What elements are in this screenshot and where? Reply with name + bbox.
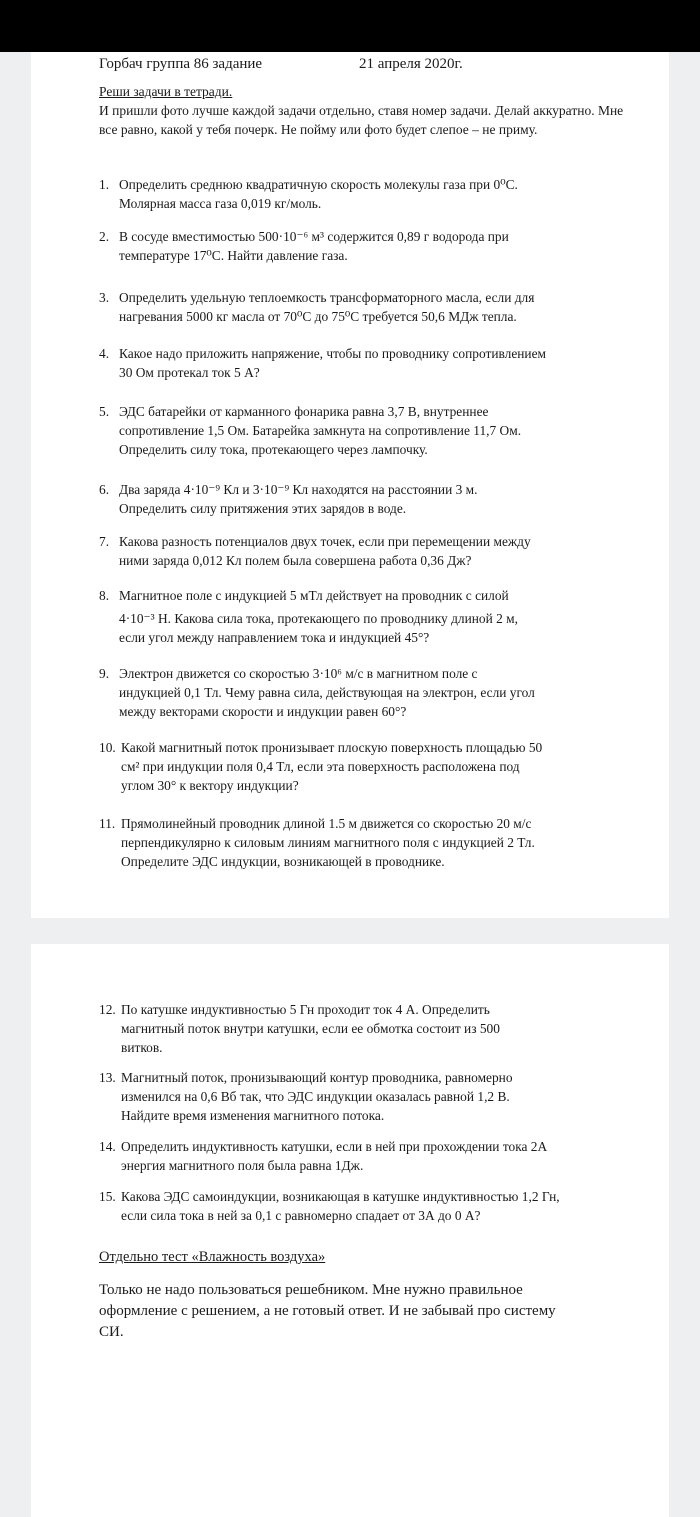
- task-line: если сила тока в ней за 0,1 с равномерно спадает от 3А до 0 А?: [121, 1208, 481, 1223]
- task-line: если угол между направлением тока и индукцией 45°?: [119, 630, 430, 645]
- task-line: нагревания 5000 кг масла от 70⁰С до 75⁰С требуется 50,6 МДж тепла.: [119, 309, 517, 324]
- task-number: 5.: [99, 404, 110, 419]
- task-3: [99, 288, 599, 326]
- task-line: В сосуде вместимостью 500·10⁻⁶ м³ содержится 0,89 г водорода при: [119, 229, 509, 244]
- task-line: 4·10⁻³ Н. Какова сила тока, протекающего по проводнику длиной 2 м,: [119, 611, 518, 626]
- task-number: 6.: [99, 482, 110, 497]
- instructions: [99, 82, 639, 139]
- task-5: [99, 402, 599, 459]
- task-line: Магнитное поле с индукцией 5 мТл действует на проводник с силой: [119, 588, 509, 603]
- task-number: 4.: [99, 346, 110, 361]
- task-number: 13.: [99, 1070, 116, 1085]
- task-number: 8.: [99, 588, 110, 603]
- closing-note: Только не надо пользоваться решебником. Мне нужно правильное оформление с решением, а не готовый ответ. И не забывай про систему СИ.: [99, 1282, 556, 1340]
- task-line: ЭДС батарейки от карманного фонарика равна 3,7 В, внутреннее: [119, 404, 489, 419]
- task-line: магнитный поток внутри катушки, если ее обмотка состоит из 500: [121, 1021, 500, 1036]
- instructions-heading: Реши задачи в тетради.: [99, 84, 233, 99]
- task-number: 1.: [99, 177, 110, 192]
- task-number: 11.: [99, 816, 116, 831]
- task-line: По катушке индуктивностью 5 Гн проходит ток 4 А. Определить: [121, 1002, 490, 1017]
- task-7: [99, 532, 599, 570]
- task-line: Определить индуктивность катушки, если в ней при прохождении тока 2А: [121, 1139, 548, 1154]
- task-number: 10.: [99, 740, 116, 755]
- task-line: Определите ЭДС индукции, возникающей в проводнике.: [121, 854, 445, 869]
- document-page-2: [31, 944, 669, 1517]
- task-4: [99, 344, 599, 382]
- task-number: 3.: [99, 290, 110, 305]
- task-line: температуре 17⁰С. Найти давление газа.: [119, 248, 348, 263]
- task-line: углом 30° к вектору индукции?: [121, 778, 299, 793]
- header-title: Горбач группа 86 задание: [99, 56, 263, 72]
- task-line: Определить силу притяжения этих зарядов в воде.: [119, 501, 407, 516]
- task-line: индукцией 0,1 Тл. Чему равна сила, действующая на электрон, если угол: [119, 685, 535, 700]
- task-line: см² при индукции поля 0,4 Тл, если эта поверхность расположена под: [121, 759, 520, 774]
- task-line: Определить силу тока, протекающего через лампочку.: [119, 442, 428, 457]
- task-line: Какой магнитный поток пронизывает плоскую поверхность площадью 50: [121, 740, 543, 755]
- task-line: сопротивление 1,5 Ом. Батарейка замкнута на сопротивление 11,7 Ом.: [119, 423, 522, 438]
- task-15: [99, 1187, 599, 1225]
- task-10: [99, 738, 599, 795]
- task-6: [99, 480, 599, 518]
- task-line: Какова разность потенциалов двух точек, если при перемещении между: [119, 534, 531, 549]
- task-14: [99, 1137, 599, 1175]
- header-date: 21 апреля 2020г.: [359, 56, 463, 72]
- task-line: Определить среднюю квадратичную скорость молекулы газа при 0⁰С.: [119, 177, 518, 192]
- task-number: 7.: [99, 534, 110, 549]
- task-line: изменился на 0,6 Вб так, что ЭДС индукции оказалась равной 1,2 В.: [121, 1089, 510, 1104]
- task-line: 30 Ом протекал ток 5 А?: [119, 365, 260, 380]
- task-line: ними заряда 0,012 Кл полем была совершена работа 0,36 Дж?: [119, 553, 472, 568]
- task-number: 2.: [99, 229, 110, 244]
- task-line: Два заряда 4·10⁻⁹ Кл и 3·10⁻⁹ Кл находятся на расстоянии 3 м.: [119, 482, 478, 497]
- task-number: 9.: [99, 666, 110, 681]
- task-line: между векторами скорости и индукции равен 60°?: [119, 704, 407, 719]
- document-page-1: [31, 52, 669, 918]
- task-line: перпендикулярно к силовым линиям магнитного поля с индукцией 2 Тл.: [121, 835, 535, 850]
- task-number: 14.: [99, 1139, 116, 1154]
- task-1: [99, 175, 599, 213]
- task-8: [99, 586, 599, 647]
- test-title: Отдельно тест «Влажность воздуха»: [99, 1249, 326, 1265]
- task-line: Прямолинейный проводник длиной 1.5 м движется со скоростью 20 м/с: [121, 816, 532, 831]
- task-line: энергия магнитного поля была равна 1Дж.: [121, 1158, 364, 1173]
- task-12: [99, 1000, 599, 1057]
- instructions-text: И пришли фото лучше каждой задачи отдельно, ставя номер задачи. Делай аккуратно. Мне все равно, какой у тебя почерк. Не пойму или фото будет слепое – не приму.: [99, 103, 624, 137]
- task-number: 15.: [99, 1189, 116, 1204]
- task-11: [99, 814, 599, 871]
- task-9: [99, 664, 599, 721]
- task-line: Определить удельную теплоемкость трансформаторного масла, если для: [119, 290, 535, 305]
- task-line: Электрон движется со скоростью 3·10⁶ м/с в магнитном поле с: [119, 666, 478, 681]
- task-line: Какое надо приложить напряжение, чтобы по проводнику сопротивлением: [119, 346, 547, 361]
- task-2: [99, 227, 599, 265]
- task-line: Найдите время изменения магнитного потока.: [121, 1108, 385, 1123]
- task-line: Молярная масса газа 0,019 кг/моль.: [119, 196, 322, 211]
- task-line: Магнитный поток, пронизывающий контур проводника, равномерно: [121, 1070, 513, 1085]
- task-line: витков.: [121, 1040, 163, 1055]
- task-13: [99, 1068, 599, 1125]
- status-bar: [0, 0, 700, 52]
- document-header: [99, 56, 659, 73]
- task-line: Какова ЭДС самоиндукции, возникающая в катушке индуктивностью 1,2 Гн,: [121, 1189, 560, 1204]
- task-number: 12.: [99, 1002, 116, 1017]
